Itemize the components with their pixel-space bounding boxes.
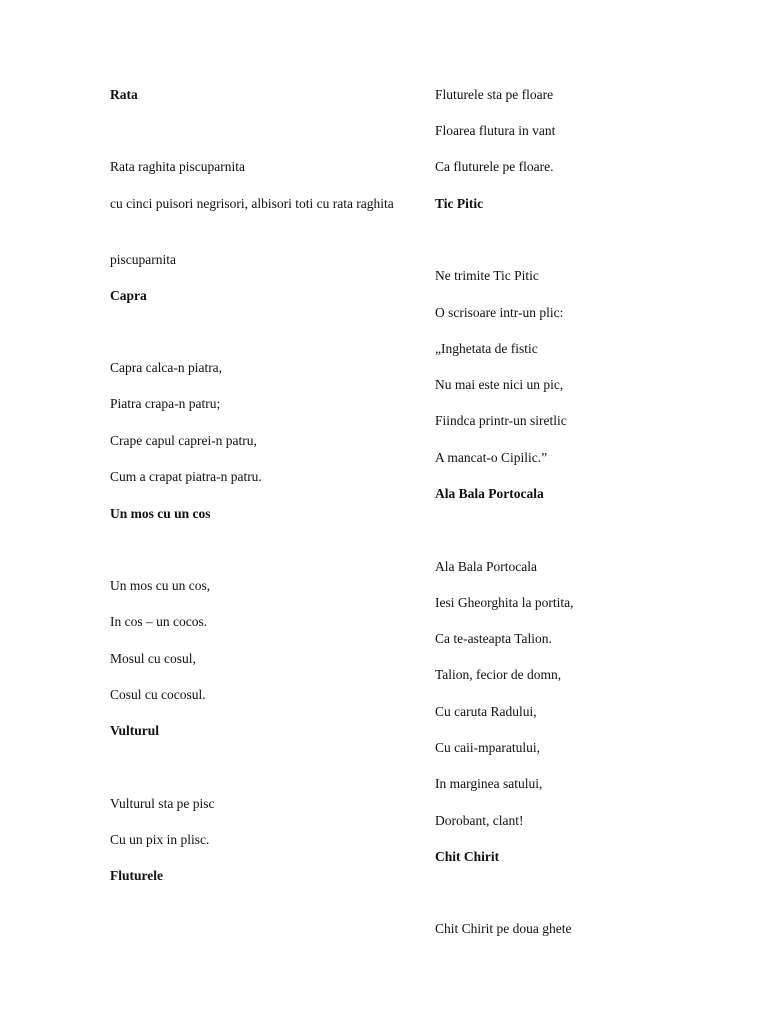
poem-line: Cu caruta Radului, [435, 704, 537, 719]
poem-line: Un mos cu un cos, [110, 578, 211, 593]
poem-line: Fiindca printr-un siretlic [435, 413, 567, 428]
poem-line: Cosul cu cocosul. [110, 687, 206, 702]
poem-line: Floarea flutura in vant [435, 123, 556, 138]
poem-line: O scrisoare intr-un plic: [435, 305, 564, 320]
poem-line: Iesi Gheorghita la portita, [435, 595, 574, 610]
poem-line: Chit Chirit pe doua ghete [435, 921, 572, 936]
poem-line: Ca fluturele pe floare. [435, 159, 554, 174]
poem-line: Cu caii-mparatului, [435, 740, 540, 755]
poem-line: Ne trimite Tic Pitic [435, 268, 539, 283]
poem-title-fluturele: Fluturele [110, 868, 163, 883]
poem-line: Rata raghita piscuparnita [110, 159, 245, 174]
poem-line: Fluturele sta pe floare [435, 87, 554, 102]
poem-line: piscuparnita [110, 252, 176, 267]
poem-title-rata: Rata [110, 87, 138, 102]
poem-line: Piatra crapa-n patru; [110, 396, 221, 411]
poem-line: A mancat-o Cipilic.” [435, 450, 548, 465]
poem-line: „Inghetata de fistic [435, 341, 538, 356]
poem-title-chit-chirit: Chit Chirit [435, 849, 500, 864]
poem-line: Crape capul caprei-n patru, [110, 433, 257, 448]
poem-line: In marginea satului, [435, 776, 543, 791]
poem-line: Ala Bala Portocala [435, 559, 537, 574]
poem-line: Ca te-asteapta Talion. [435, 631, 552, 646]
poem-line: Talion, fecior de domn, [435, 667, 562, 682]
poem-title-vulturul: Vulturul [110, 723, 160, 738]
poem-line: Capra calca-n piatra, [110, 360, 223, 375]
poem-line: Mosul cu cosul, [110, 651, 196, 666]
poem-line: cu cinci puisori negrisori, albisori toti cu rata raghita [110, 196, 394, 211]
poem-title-capra: Capra [110, 288, 147, 303]
poem-line: Cum a crapat piatra-n patru. [110, 469, 262, 484]
poem-line: Vulturul sta pe pisc [110, 796, 215, 811]
poem-line: Nu mai este nici un pic, [435, 377, 564, 392]
poem-line: Dorobant, clant! [435, 813, 524, 828]
poem-line: In cos – un cocos. [110, 614, 208, 629]
poem-title-ala-bala: Ala Bala Portocala [435, 486, 544, 501]
poem-title-tic-pitic: Tic Pitic [435, 196, 484, 211]
poem-title-mos: Un mos cu un cos [110, 506, 211, 521]
poem-line: Cu un pix in plisc. [110, 832, 210, 847]
